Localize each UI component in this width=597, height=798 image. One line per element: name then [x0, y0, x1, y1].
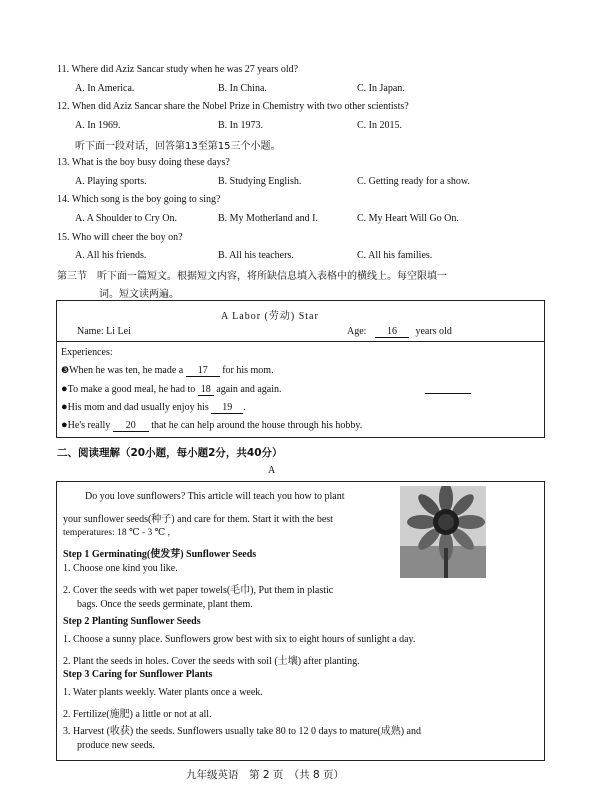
option-14c: C. My Heart Will Go On. — [357, 213, 459, 224]
question-11: 11. Where did Aziz Sancar study when he was 27 years old? — [57, 64, 299, 75]
name-field: Name: Li Lei — [77, 326, 131, 337]
listen-note: 听下面一段对话，回答第13至第15三个小题。 — [75, 141, 281, 152]
option-15b: B. All his teachers. — [218, 250, 294, 261]
step1-item2-cont: bags. Once the seeds germinate, plant them. — [77, 599, 253, 610]
experience-row-18: ●To make a good meal, he had to 18 again and again. — [61, 383, 282, 395]
part2-title: 二、阅读理解（20小题，每小题2分，共40分） — [57, 447, 283, 459]
step2-item1: 1. Choose a sunny place. Sunflowers grow best with six to eight hours of sunlight a day. — [63, 634, 416, 645]
option-13a: A. Playing sports. — [75, 176, 147, 187]
blank-17: 17 — [186, 366, 220, 377]
step1-item2: 2. Cover the seeds with wet paper towels(毛巾), Put them in plastic — [63, 585, 334, 596]
option-11c: C. In Japan. — [357, 83, 405, 94]
step1-item1: 1. Choose one kind you like. — [63, 563, 178, 574]
option-12c: C. In 2015. — [357, 120, 402, 131]
option-13b: B. Studying English. — [218, 176, 302, 187]
option-14a: A. A Shoulder to Cry On. — [75, 213, 177, 224]
option-15c: C. All his families. — [357, 250, 433, 261]
age-field — [347, 326, 452, 338]
passage-p2: your sunflower seeds(种子) and care for them. Start it with the best — [63, 514, 333, 525]
question-12: 12. When did Aziz Sancar share the Nobel Prize in Chemistry with two other scientists? — [57, 101, 409, 112]
step3-title: Step 3 Caring for Sunflower Plants — [63, 669, 213, 680]
sunflower-image — [400, 486, 486, 578]
step3-item1: 1. Water plants weekly. Water plants once a week. — [63, 687, 263, 698]
option-12a: A. In 1969. — [75, 120, 121, 131]
age-unit: years old — [415, 326, 452, 337]
option-14b: B. My Motherland and I. — [218, 213, 318, 224]
question-15: 15. Who will cheer the boy on? — [57, 232, 183, 243]
experience-row-19: ●His mom and dad usually enjoy his 19 . — [61, 401, 246, 413]
bullet-icon: ● — [61, 383, 68, 395]
option-11b: B. In China. — [218, 83, 267, 94]
option-15a: A. All his friends. — [75, 250, 147, 261]
bullet-icon: ● — [61, 419, 68, 431]
step3-item2: 2. Fertilize(施肥) a little or not at all. — [63, 709, 212, 720]
section3-instruction-2: 词。短文读两遍。 — [99, 289, 179, 300]
option-11a: A. In America. — [75, 83, 135, 94]
labor-star-table — [56, 300, 545, 438]
passage-label: A — [268, 465, 276, 476]
step2-title: Step 2 Planting Sunflower Seeds — [63, 616, 201, 627]
blank-18: 18 — [198, 385, 214, 396]
bullet-icon: ❸ — [61, 365, 70, 375]
step1-title: Step 1 Germinating(使发芽) Sunflower Seeds — [63, 549, 257, 560]
passage-p1: Do you love sunflowers? This article will teach you how to plant — [85, 491, 345, 502]
step3-item3-cont: produce new seeds. — [77, 740, 156, 751]
age-value: 16 — [375, 327, 409, 338]
section3-instruction: 第三节 听下面一篇短文。根据短文内容，将所缺信息填入表格中的横线上。每空限填一 — [57, 271, 447, 282]
answer-line — [425, 393, 471, 394]
passage-p3: temperatures: 18 ℃ - 3 ℃ , — [63, 528, 170, 538]
question-13: 13. What is the boy busy doing these days? — [57, 157, 230, 168]
step3-item3: 3. Harvest (收获) the seeds. Sunflowers usually take 80 to 12 0 days to mature(成熟) and — [63, 726, 421, 737]
option-12b: B. In 1973. — [218, 120, 263, 131]
age-label: Age: — [347, 326, 367, 337]
experiences-label: Experiences: — [61, 347, 113, 358]
page-footer: 九年级英语 第 2 页 （共 8 页） — [186, 769, 344, 781]
step2-item2: 2. Plant the seeds in holes. Cover the seeds with soil (土壤) after planting. — [63, 656, 360, 667]
blank-20: 20 — [113, 421, 149, 432]
passage-box — [56, 481, 545, 761]
question-14: 14. Which song is the boy going to sing? — [57, 194, 221, 205]
bullet-icon: ● — [61, 401, 68, 413]
experience-row-20: ●He's really 20 that he can help around the house through his hobby. — [61, 419, 363, 431]
table-divider — [57, 341, 544, 342]
blank-19: 19 — [211, 403, 243, 414]
table-title: A Labor (劳动) Star — [221, 311, 319, 322]
experience-row-17: ❸When he was ten, he made a 17 for his mom. — [61, 365, 274, 376]
option-13c: C. Getting ready for a show. — [357, 176, 470, 187]
